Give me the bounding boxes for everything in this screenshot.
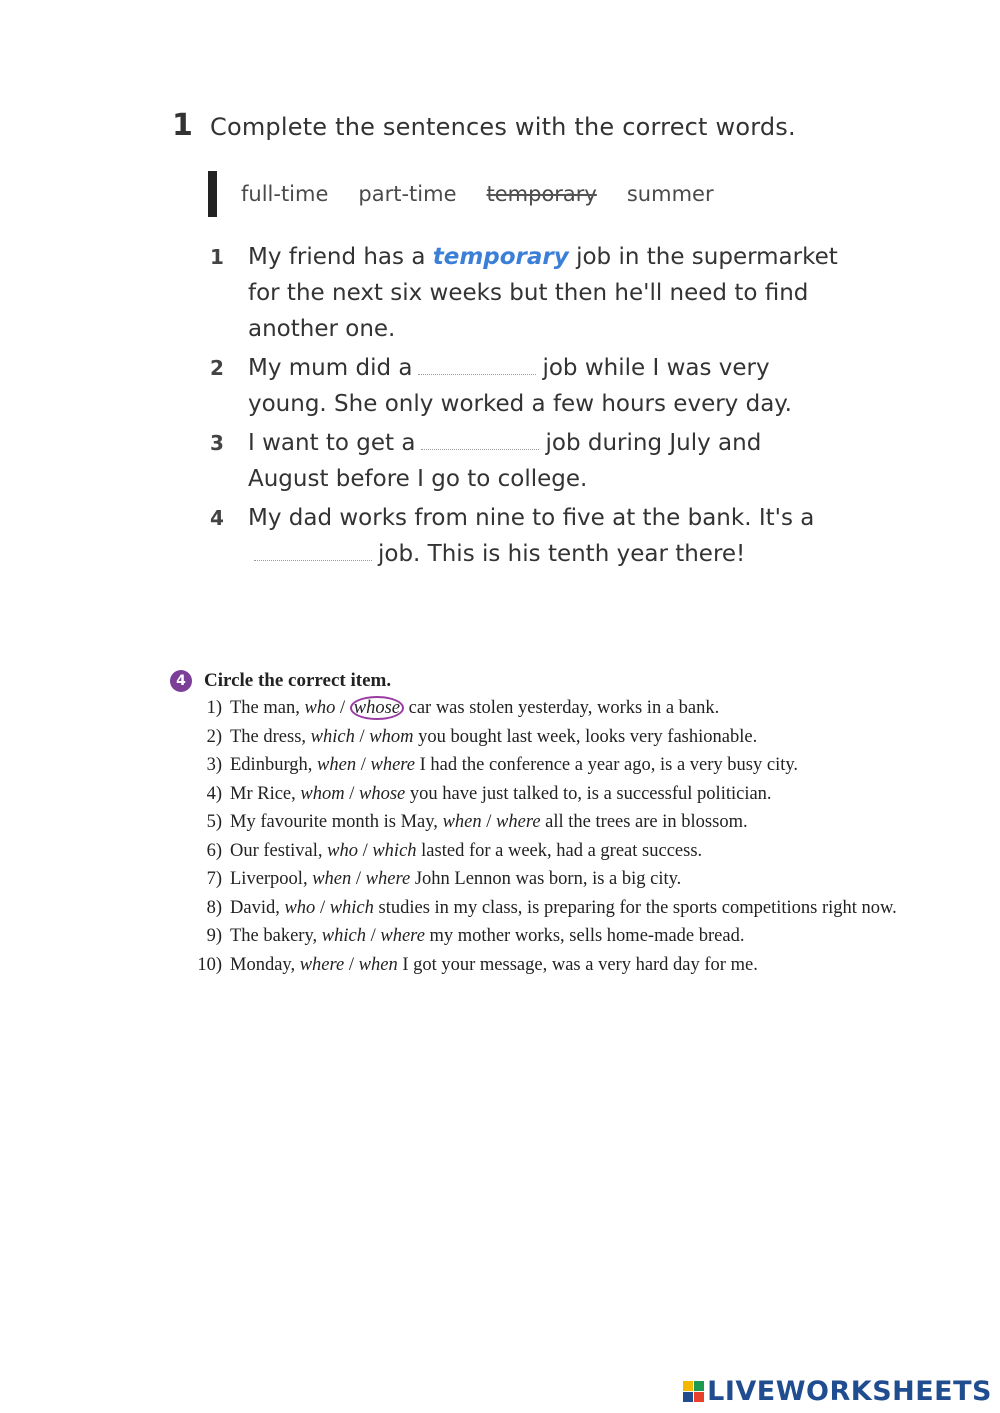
answer-blank[interactable]	[254, 544, 372, 561]
exercise-4	[170, 670, 930, 981]
item-number: 5)	[206, 812, 222, 832]
item-number: 2)	[206, 726, 222, 747]
item-text-after: you have just talked to, is a successful politician.	[409, 783, 772, 804]
option-1[interactable]: which	[310, 726, 355, 747]
exercise-1-items	[210, 239, 872, 572]
item-text: The bakery, which / where my mother works, sells home-made bread.	[230, 926, 745, 946]
item-text-after: studies in my class, is preparing for the sports competitions right now.	[378, 897, 897, 918]
item-number: 4)	[206, 783, 222, 804]
item-text: The dress, which / whom you bought last week, looks very fashionable.	[230, 726, 758, 747]
item-text-after: lasted for a week, had a great success.	[421, 840, 703, 861]
option-2[interactable]: which	[372, 840, 417, 861]
option-2[interactable]: where	[496, 812, 541, 832]
item-text-before: Monday,	[230, 954, 296, 975]
filled-answer: temporary	[432, 244, 569, 270]
logo-square-icon	[683, 1392, 693, 1402]
item-text-after: my mother works, sells home-made bread.	[429, 926, 745, 946]
brand-text: LIVEWORKSHEETS	[707, 1376, 992, 1407]
item-number: 3)	[206, 755, 222, 775]
item-text: David, who / which studies in my class, is preparing for the sports competitions right now.	[230, 897, 897, 918]
list-item	[210, 500, 872, 572]
item-text-after: job. This is his tenth year there!	[378, 541, 746, 567]
item-text: Mr Rice, whom / whose you have just talked to, is a successful politician.	[230, 783, 772, 804]
list-item	[170, 782, 930, 807]
word-option: summer	[626, 182, 714, 206]
item-text: Monday, where / when I got your message, was a very hard day for me.	[230, 954, 758, 975]
item-text	[248, 500, 848, 572]
exercise-number: 1	[172, 108, 193, 143]
list-item	[170, 753, 930, 778]
exercise-1	[172, 108, 872, 575]
list-item	[170, 896, 930, 921]
word-box-bar	[208, 171, 217, 217]
item-text-before: The dress,	[230, 726, 307, 747]
item-text	[248, 239, 848, 347]
option-1[interactable]: when	[442, 812, 482, 832]
exercise-instruction: Complete the sentences with the correct words.	[210, 113, 796, 141]
list-item	[170, 810, 930, 835]
option-1[interactable]: who	[327, 840, 358, 861]
item-text	[248, 425, 848, 497]
option-1[interactable]: when	[312, 869, 352, 889]
item-number: 4	[210, 506, 224, 530]
logo-square-icon	[694, 1392, 704, 1402]
word-box	[208, 171, 872, 217]
item-number: 9)	[206, 926, 222, 946]
item-text-before: My favourite month is May,	[230, 812, 438, 832]
item-text-before: My friend has a	[248, 244, 426, 270]
word-option-used: temporary	[486, 182, 597, 206]
list-item	[170, 725, 930, 750]
item-number: 1)	[206, 698, 222, 718]
option-1[interactable]: which	[321, 926, 366, 946]
liveworksheets-logo	[683, 1376, 992, 1407]
logo-square-icon	[694, 1381, 704, 1391]
item-text-before: David,	[230, 897, 280, 918]
item-text-after: all the trees are in blossom.	[545, 812, 748, 832]
item-text: The man, who / whose car was stolen yesterday, works in a bank.	[230, 698, 720, 718]
item-number: 3	[210, 431, 224, 455]
option-2-circled[interactable]: whose	[350, 696, 404, 720]
item-number: 1	[210, 245, 224, 269]
logo-square-icon	[683, 1381, 693, 1391]
word-option: part-time	[358, 182, 457, 206]
list-item	[210, 239, 872, 347]
option-2[interactable]: whom	[369, 726, 414, 747]
option-2[interactable]: whose	[358, 783, 406, 804]
list-item	[170, 953, 930, 978]
option-1[interactable]: whom	[300, 783, 345, 804]
item-text-after: I had the conference a year ago, is a very busy city.	[419, 755, 799, 775]
list-item	[170, 839, 930, 864]
item-text-before: My dad works from nine to five at the bank. It's a	[248, 505, 815, 531]
exercise-number-badge: 4	[170, 670, 192, 692]
item-number: 6)	[206, 840, 222, 861]
exercise-4-header	[170, 670, 930, 692]
option-2[interactable]: where	[370, 755, 416, 775]
item-number: 2	[210, 356, 224, 380]
word-option: full-time	[241, 182, 329, 206]
exercise-1-header	[172, 108, 872, 143]
answer-blank[interactable]	[421, 433, 539, 450]
logo-mark-icon	[683, 1381, 704, 1402]
item-text-after: John Lennon was born, is a big city.	[414, 869, 682, 889]
answer-blank[interactable]	[418, 358, 536, 375]
item-text-after: job while I was very young. She only worked a few hours every day.	[248, 355, 792, 417]
list-item	[210, 350, 872, 422]
exercise-instruction: Circle the correct item.	[204, 670, 392, 691]
item-number: 8)	[206, 897, 222, 918]
item-text-after: job during July and August before I go to college.	[248, 430, 762, 492]
option-1[interactable]: who	[304, 698, 336, 718]
item-number: 10)	[197, 954, 222, 975]
item-number: 7)	[206, 869, 222, 889]
item-text-before: Mr Rice,	[230, 783, 296, 804]
list-item	[170, 696, 930, 721]
option-2[interactable]: when	[358, 954, 398, 975]
option-1[interactable]: where	[299, 954, 345, 975]
item-text-before: The man,	[230, 698, 300, 718]
item-text-before: Liverpool,	[230, 869, 308, 889]
item-text-before: Our festival,	[230, 840, 323, 861]
option-1[interactable]: when	[317, 755, 357, 775]
item-text-before: My mum did a	[248, 355, 413, 381]
item-text: My favourite month is May, when / where all the trees are in blossom.	[230, 812, 748, 832]
option-2[interactable]: where	[365, 869, 411, 889]
item-text: Our festival, who / which lasted for a week, had a great success.	[230, 840, 703, 861]
item-text	[248, 350, 848, 422]
option-2[interactable]: which	[329, 897, 374, 918]
list-item	[170, 924, 930, 949]
list-item	[210, 425, 872, 497]
item-text-after: I got your message, was a very hard day for me.	[402, 954, 758, 975]
item-text-before: I want to get a	[248, 430, 416, 456]
item-text-after: car was stolen yesterday, works in a bank.	[408, 698, 720, 718]
item-text-before: Edinburgh,	[230, 755, 313, 775]
option-1[interactable]: who	[284, 897, 316, 918]
item-text-after: job in the supermarket for the next six weeks but then he'll need to find another one.	[248, 244, 838, 342]
item-text-after: you bought last week, looks very fashionable.	[418, 726, 758, 747]
item-text: Edinburgh, when / where I had the conference a year ago, is a very busy city.	[230, 755, 799, 775]
item-text-before: The bakery,	[230, 926, 318, 946]
option-2[interactable]: where	[380, 926, 425, 946]
item-text: Liverpool, when / where John Lennon was born, is a big city.	[230, 869, 682, 889]
list-item	[170, 867, 930, 892]
